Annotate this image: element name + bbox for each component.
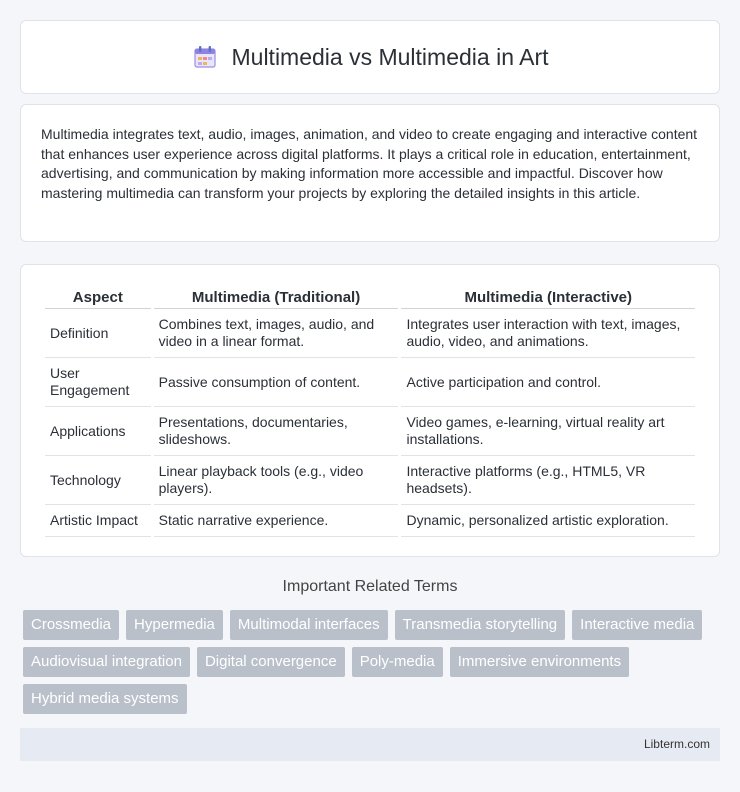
tag-multimodal-interfaces[interactable]: Multimodal interfaces — [230, 610, 388, 640]
cell-traditional: Presentations, documentaries, slideshows. — [154, 407, 399, 456]
page-title: Multimedia vs Multimedia in Art — [231, 43, 549, 70]
comparison-table — [42, 283, 698, 537]
cell-aspect: Applications — [45, 407, 151, 456]
tag-poly-media[interactable]: Poly-media — [352, 647, 443, 677]
cell-aspect: User Engagement — [45, 358, 151, 407]
intro-card — [20, 104, 720, 242]
tag-hypermedia[interactable]: Hypermedia — [126, 610, 223, 640]
table-row — [45, 309, 695, 358]
cell-interactive: Active participation and control. — [401, 358, 695, 407]
comparison-card — [20, 264, 720, 557]
tag-audiovisual-integration[interactable]: Audiovisual integration — [23, 647, 190, 677]
footer-site-link[interactable]: Libterm.com — [643, 737, 710, 751]
table-row — [45, 456, 695, 505]
tag-transmedia-storytelling[interactable]: Transmedia storytelling — [395, 610, 566, 640]
tag-hybrid-media-systems[interactable]: Hybrid media systems — [23, 684, 187, 714]
cell-aspect: Technology — [45, 456, 151, 505]
related-terms-list — [23, 610, 723, 714]
table-row — [45, 407, 695, 456]
cell-aspect: Definition — [45, 309, 151, 358]
tag-interactive-media[interactable]: Interactive media — [572, 610, 702, 640]
related-terms-title: Important Related Terms — [282, 578, 458, 595]
intro-text: Multimedia integrates text, audio, images, animation, and video to create engaging and interactive content that enhances user experience across digital platforms. It plays a critical role in education, entertainment, advertising, and communication by making information more accessible and impactful. Discover how mastering multimedia can transform your projects by exploring the detailed insights in this article. — [41, 126, 698, 201]
cell-traditional: Static narrative experience. — [154, 505, 399, 537]
title-card — [20, 20, 720, 94]
tag-digital-convergence[interactable]: Digital convergence — [197, 647, 345, 677]
cell-traditional: Linear playback tools (e.g., video players). — [154, 456, 399, 505]
cell-interactive: Video games, e-learning, virtual reality art installations. — [401, 407, 695, 456]
calendar-icon — [192, 44, 218, 70]
header-aspect: Aspect — [45, 283, 151, 309]
table-row — [45, 505, 695, 537]
cell-aspect: Artistic Impact — [45, 505, 151, 537]
table-header-row — [45, 283, 695, 309]
cell-interactive: Integrates user interaction with text, images, audio, video, and animations. — [401, 309, 695, 358]
cell-traditional: Combines text, images, audio, and video in a linear format. — [154, 309, 399, 358]
tag-crossmedia[interactable]: Crossmedia — [23, 610, 119, 640]
tag-immersive-environments[interactable]: Immersive environments — [450, 647, 629, 677]
cell-interactive: Interactive platforms (e.g., HTML5, VR headsets). — [401, 456, 695, 505]
table-row — [45, 358, 695, 407]
header-traditional: Multimedia (Traditional) — [154, 283, 399, 309]
footer — [20, 728, 720, 761]
header-interactive: Multimedia (Interactive) — [401, 283, 695, 309]
cell-traditional: Passive consumption of content. — [154, 358, 399, 407]
cell-interactive: Dynamic, personalized artistic exploration. — [401, 505, 695, 537]
